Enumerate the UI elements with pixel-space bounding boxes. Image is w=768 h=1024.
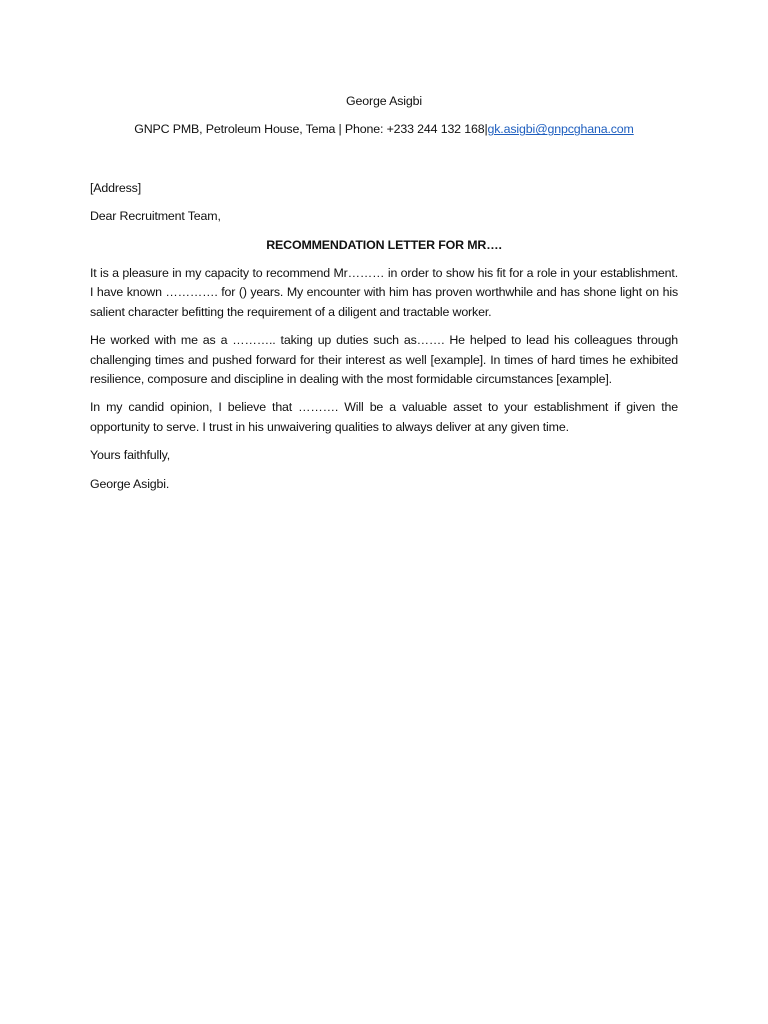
body-paragraph-2: He worked with me as a ……….. taking up duties such as……. He helped to lead his colleagues through challenging times and pushed forward for their interest as well [example]. In times of hard times he exhibited resilience, composure and discipline in dealing with the most formidable circumstances [example]. (90, 333, 678, 387)
body-paragraph-1: It is a pleasure in my capacity to recommend Mr……… in order to show his fit for a role in your establishment. I have known …………. for () years. My encounter with him has proven worthwhile and has shone light on his salient character befitting the requirement of a diligent and tractable worker. (90, 266, 678, 319)
letter-subject: RECOMMENDATION LETTER FOR MR…. (266, 237, 502, 252)
body-paragraph-3: In my candid opinion, I believe that ………. Will be a valuable asset to your establishment if given the opportunity to serve. I trust in his unwaivering qualities to always deliver at any given time. (90, 400, 678, 434)
letter-body (90, 92, 678, 494)
recipient-address-placeholder: [Address] (90, 180, 141, 195)
sender-contact-line (90, 120, 678, 139)
sender-name: George Asigbi (346, 94, 422, 108)
signature-name: George Asigbi. (90, 476, 170, 491)
salutation: Dear Recruitment Team, (90, 209, 221, 224)
closing-line: Yours faithfully, (90, 448, 171, 463)
sender-email-link[interactable]: gk.asigbi@gnpcghana.com (487, 122, 634, 137)
sender-address: GNPC PMB, Petroleum House, Tema | Phone: +233 244 132 168| (134, 122, 488, 137)
